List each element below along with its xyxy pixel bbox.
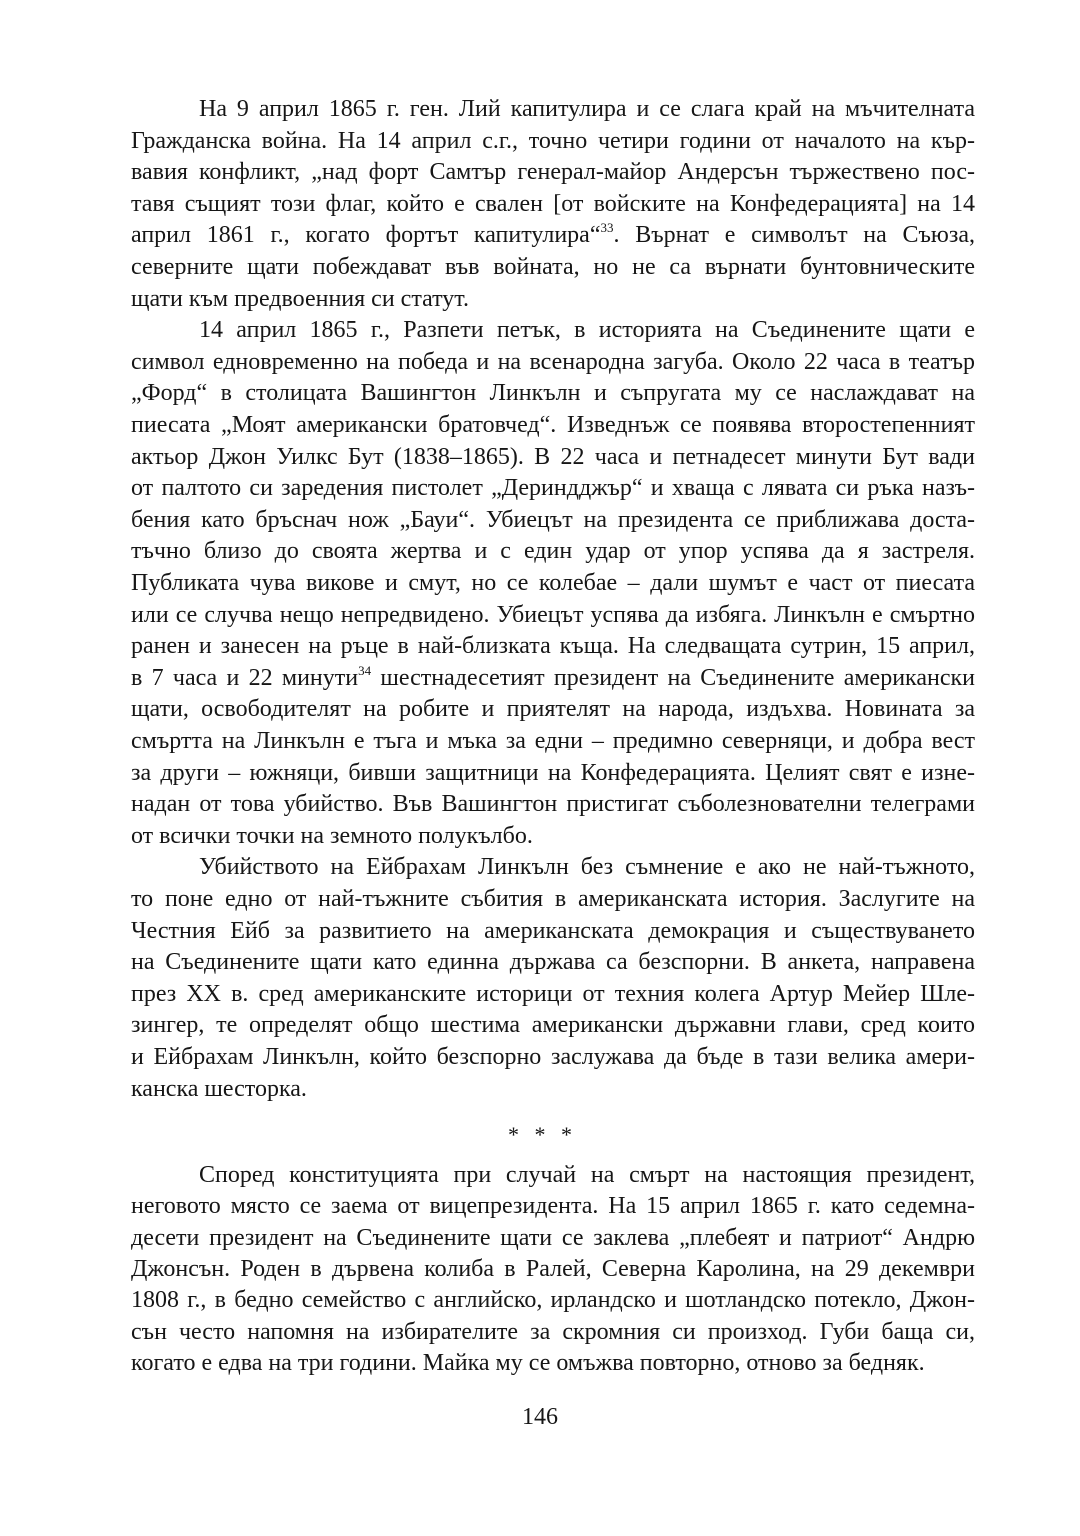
text-segment: през XX в. сред американските историци от техния колега Артур Мейер Шле-: [131, 980, 975, 1007]
text-line-content: [199, 93, 975, 125]
section-separator: * * *: [508, 1122, 572, 1147]
text-line: [131, 662, 975, 694]
text-line: [131, 630, 975, 662]
text-segment: канска шесторка.: [131, 1075, 307, 1102]
text-line-content: [131, 1073, 307, 1105]
text-segment: ранен и занесен на ръце в най-близката къща. На следващата сутрин, 15 април,: [131, 633, 975, 660]
text-line-content: [131, 630, 975, 662]
text-line: [131, 188, 975, 220]
footnote-reference[interactable]: 34: [358, 662, 372, 678]
page-number: 146: [522, 1404, 558, 1430]
text-line-content: [131, 283, 469, 315]
text-segment: Джонсън. Роден в дървена колиба в Ралей, Северна Каролина, на 29 декември: [131, 1255, 975, 1282]
text-segment: Според конституцията при случай на смърт на настоящия президент,: [199, 1162, 975, 1188]
text-line-content: [131, 251, 975, 283]
text-line-content: [131, 567, 975, 599]
text-line: [131, 535, 975, 567]
footnote-reference[interactable]: 33: [600, 220, 614, 236]
text-line-content: [199, 314, 975, 346]
text-segment: десети президент на Съединените щати се заклева „плебеят и патриот“ Андрю: [131, 1224, 975, 1251]
text-line: [131, 1159, 975, 1191]
text-line-content: [131, 504, 975, 536]
text-line: [131, 346, 975, 378]
text-line: [131, 251, 975, 283]
text-segment: Честния Ейб за развитието на американската демокрация и съществуването: [131, 917, 975, 944]
text-segment: символ едновременно на победа и на всенародна загуба. Около 22 часа в театър: [131, 348, 975, 375]
text-line-content: [131, 599, 975, 631]
text-line: [131, 1253, 975, 1285]
text-segment: Гражданска война. На 14 април с.г., точно четири години от началото на кър-: [131, 127, 975, 154]
text-line-content: [131, 883, 975, 915]
text-segment: в 7 часа и 22 минути: [131, 664, 359, 691]
text-segment: то поне едно от най-тъжните събития в американската история. Заслугите на: [131, 886, 975, 912]
text-line-content: [131, 725, 975, 757]
text-segment: от палтото си заредения пистолет „Дериндджър“ и хваща с лявата си ръка назъ-: [131, 475, 975, 502]
text-line: [131, 219, 975, 251]
text-line-content: [131, 820, 533, 852]
text-line-content: [131, 946, 975, 978]
text-line-content: [131, 1041, 975, 1073]
text-segment: актьор Джон Уилкс Бут (1838–1865). В 22 часа и петнадесет минути Бут вади: [131, 443, 975, 470]
text-segment: зингер, те определят общо шестима американски държавни глави, сред които: [131, 1012, 975, 1039]
text-line: [131, 883, 975, 915]
text-segment: неговото място се заема от вицепрезидента. На 15 април 1865 г. като седемна-: [131, 1193, 975, 1220]
text-line-content: [131, 1347, 925, 1379]
text-segment: бения като бръснач нож „Бауи“. Убиецът на президента се приближава доста-: [131, 506, 975, 533]
text-line-content: [131, 1190, 975, 1222]
text-segment: когато е едва на три години. Майка му се омъжва повторно, отново за бедняк.: [131, 1349, 925, 1376]
text-line: [131, 472, 975, 504]
text-line-content: [131, 978, 975, 1010]
text-line: [131, 283, 975, 315]
text-line-content: [131, 188, 975, 220]
text-line: [131, 156, 975, 188]
text-line: [131, 93, 975, 125]
text-segment: Публиката чува викове и смут, но се колебае – дали шумът е част от пиесата: [131, 570, 975, 596]
text-line: [131, 978, 975, 1010]
text-line-content: [131, 915, 975, 947]
text-line: [131, 820, 975, 852]
text-line-content: [131, 472, 975, 504]
text-segment: от всички точки на земното полукълбо.: [131, 822, 533, 849]
text-line-content: [131, 757, 975, 789]
text-segment: сън често напомня на избирателите за скромния си произход. Губи баща си,: [131, 1318, 975, 1345]
text-line-content: [131, 693, 975, 725]
text-line: [131, 915, 975, 947]
text-line: [131, 1316, 975, 1348]
text-segment: Убийството на Ейбрахам Линкълн без съмнение е ако не най-тъжното,: [199, 854, 975, 881]
text-line-content: [131, 1284, 975, 1316]
text-line-content: [131, 1009, 975, 1041]
text-line: [131, 1073, 975, 1105]
text-line: [131, 504, 975, 536]
text-line: [131, 377, 975, 409]
text-line-content: [131, 788, 975, 820]
text-segment: На 9 април 1865 г. ген. Лий капитулира и се слага край на мъчителната: [199, 96, 975, 122]
text-line-content: [131, 409, 975, 441]
text-line: [131, 314, 975, 346]
text-line: [131, 946, 975, 978]
text-segment: и Ейбрахам Линкълн, който безспорно заслужава да бъде в тази велика амери-: [131, 1044, 975, 1070]
text-line-content: [199, 1159, 975, 1191]
text-line: [131, 757, 975, 789]
text-line: [131, 1190, 975, 1222]
text-line-content: [199, 851, 975, 883]
text-segment: вавия конфликт, „над форт Самтър генерал-майор Андерсън тържествено пос-: [131, 159, 975, 186]
text-line: [131, 125, 975, 157]
text-line-content: [131, 219, 975, 251]
text-line-content: [131, 1253, 975, 1285]
text-segment: тавя същият този флаг, който е свален [от войските на Конфедерацията] на 14: [131, 190, 975, 217]
text-segment: тъчно близо до своята жертва и с един удар от упор успява да я застреля.: [131, 538, 975, 565]
text-line-content: [131, 346, 975, 378]
text-line: [131, 1009, 975, 1041]
text-line: [131, 851, 975, 883]
text-line: [131, 693, 975, 725]
text-segment: северните щати побеждават във войната, но не са върнати бунтовническите: [131, 254, 975, 280]
text-segment: . Върнат е символът на Съюза,: [613, 222, 975, 249]
text-segment: щати, освободителят на робите и приятелят на народа, издъхва. Новината за: [131, 696, 975, 723]
text-line-content: [131, 662, 975, 694]
text-segment: за други – южняци, бивши защитници на Конфедерацията. Целият свят е изне-: [131, 759, 975, 786]
text-line-content: [131, 441, 975, 473]
text-line-content: [131, 1316, 975, 1348]
text-segment: 1808 г., в бедно семейство с английско, ирландско и шотландско потекло, Джон-: [131, 1287, 975, 1314]
text-line-content: [131, 156, 975, 188]
text-segment: или се случва нещо непредвидено. Убиецът успява да избяга. Линкълн е смъртно: [131, 601, 975, 628]
text-line: [131, 1041, 975, 1073]
text-line-content: [131, 535, 975, 567]
text-line: [131, 441, 975, 473]
text-segment: април 1861 г., когато фортът капитулира“: [131, 222, 601, 249]
text-segment: смъртта на Линкълн е тъга и мъка за едни – предимно северняци, и добра вест: [131, 728, 975, 754]
text-line-content: [131, 125, 975, 157]
text-segment: 14 април 1865 г., Разпети петък, в историята на Съединените щати е: [199, 317, 975, 344]
text-segment: надан от това убийство. Във Вашингтон пристигат съболезнователни телеграми: [131, 791, 975, 818]
text-line: [131, 567, 975, 599]
text-segment: пиесата „Моят американски братовчед“. Изведнъж се появява второстепенният: [131, 412, 975, 438]
text-line: [131, 1284, 975, 1316]
text-line-content: [131, 377, 975, 409]
text-line: [131, 1222, 975, 1254]
text-segment: шестнадесетият президент на Съединените американски: [371, 664, 975, 691]
text-line: [131, 599, 975, 631]
text-line: [131, 788, 975, 820]
text-line: [131, 409, 975, 441]
text-line: [131, 725, 975, 757]
text-line-content: [131, 1222, 975, 1254]
text-segment: „Форд“ в столицата Вашингтон Линкълн и съпругата му се наслаждават на: [131, 380, 975, 407]
text-line: [131, 1347, 975, 1379]
text-segment: на Съединените щати като единна държава са безспорни. В анкета, направена: [131, 949, 975, 976]
text-segment: щати към предвоенния си статут.: [131, 285, 469, 312]
